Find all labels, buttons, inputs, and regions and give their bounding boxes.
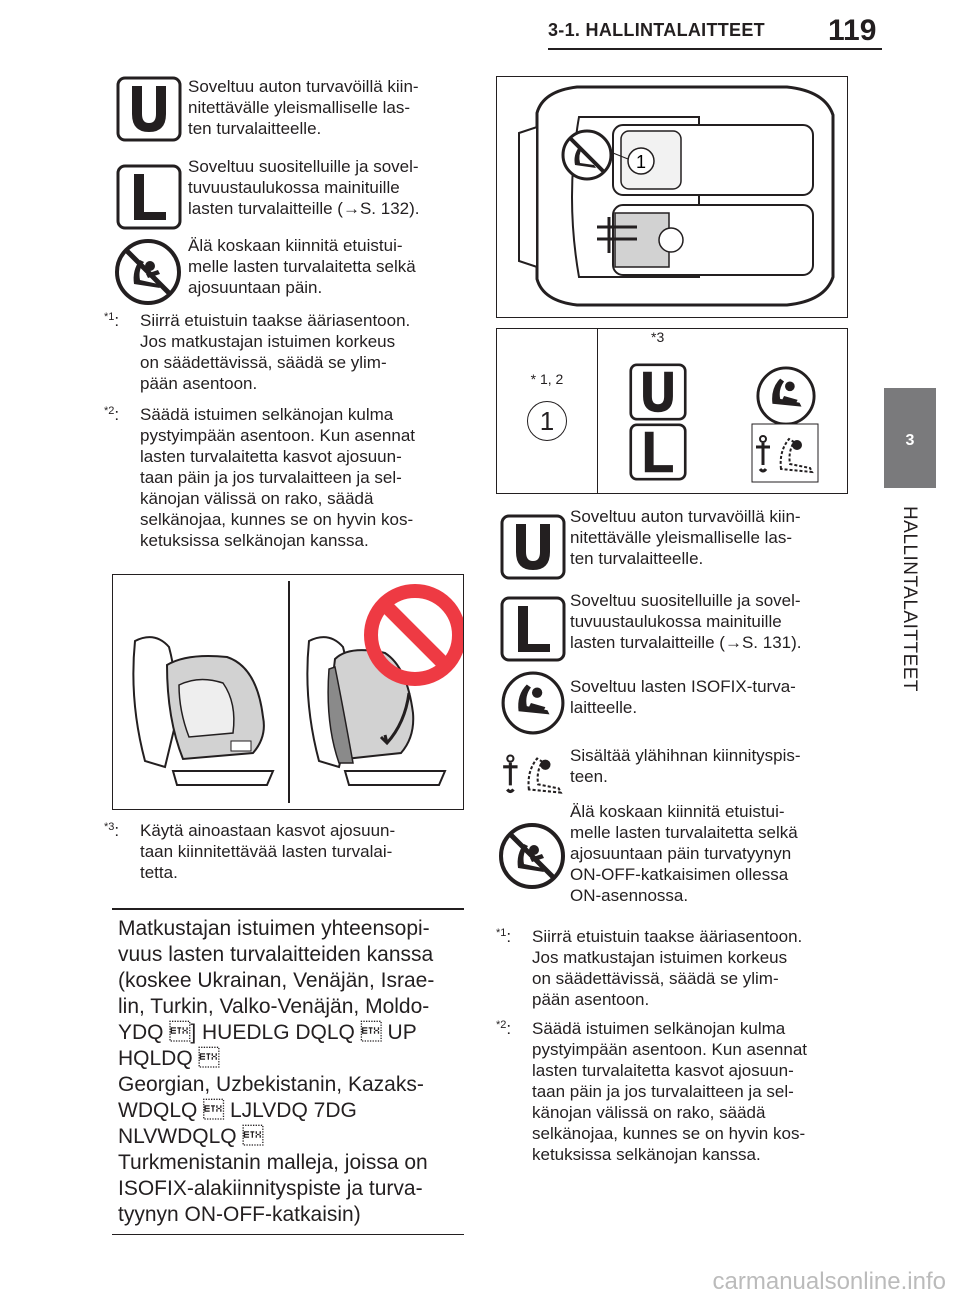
car-diagram [496, 76, 848, 318]
no-rear-facing-icon [114, 238, 182, 306]
footnote-marker: *3 [104, 821, 115, 833]
footnote-text: Käytä ainoastaan kasvot ajosuun- taan kiinnitettävää lasten turvalai- tetta. [140, 821, 396, 882]
compatibility-heading: Matkustajan istuimen yhteensopi- vuus lasten turvalaitteiden kanssa (koskee Ukrainan, Venäjän, Israe- lin, Turkin, Valko-Venäjän, Moldo- YDQ ] HUEDLG DQLQ  UP HQLDQ  Georgian, Uzbekistanin, Kazaks- WDQLQ  LJLVDQ 7DG NLVWDQLQ  Turkmenistanin malleja, joissa on ISOFIX-alakiinnityspiste ja turva- tyynyn ON-OFF-katkaisin) [118, 917, 435, 1226]
universal-u-icon [500, 514, 566, 580]
universal-description: Soveltuu auton turvavöillä kiin- nitettävälle yleismalliselle las- ten turvalaitteelle. [188, 77, 419, 138]
footnote-text: Siirrä etuistuin taakse ääriasentoon. Jos matkustajan istuimen korkeus on säädettävissä, säädä se ylim- pään asentoon. [532, 927, 803, 1009]
position-table [496, 328, 848, 494]
semi-universal-l-icon [629, 423, 687, 481]
footnote-3: $^{*3}$: Käytä ainoastaan kasvot ajosuun- taan kiinnitettävää lasten turvalai- tetta. [104, 820, 464, 883]
footnote-text: Säädä istuimen selkänojan kulma pystyimpään asentoon. Kun asennat lasten turvalaitetta kasvot ajosuun- taan päin ja jos turvalaitteen ja sel- känojan välissä on rako, säädä selkänojaa, kunnes se on hyvin kos- ketuksissa selkänojan kanssa. [532, 1019, 808, 1164]
footnote-text: Säädä istuimen selkänojan kulma pystyimpään asentoon. Kun asennat lasten turvalaitetta kasvot ajosuun- taan päin ja jos turvalaitteen ja sel- känojan välissä on rako, säädä selkänojaa, kunnes se on hyvin kos- ketuksissa selkänojan kanssa. [140, 405, 416, 550]
chapter-label: HALLINTALAITTEET [899, 505, 920, 693]
isofix-description: Soveltuu lasten ISOFIX-turva- laitteelle. [570, 677, 796, 717]
universal-u-icon [116, 76, 182, 142]
footnote-marker: *2 [496, 1019, 507, 1031]
footnote-1: $^{*1}$: Siirrä etuistuin taakse ääriasentoon. Jos matkustajan istuimen korkeus on säädettävissä, säädä se ylim- pään asentoon. [496, 926, 856, 1010]
page-number: 119 [828, 14, 877, 47]
footnote-text: Siirrä etuistuin taakse ääriasentoon. Jos matkustajan istuimen korkeus on säädettävissä, säädä se ylim- pään asentoon. [140, 311, 411, 393]
footnote-2: $^{*2}$: Säädä istuimen selkänojan kulma pystyimpään asentoon. Kun asennat lasten turvalaitetta kasvot ajosuun- taan päin ja jos turvalaitteen ja sel- känojan välissä on rako, säädä selkänojaa, kunnes se on hyvin kos- ketuksissa selkänojan kanssa. [104, 404, 464, 551]
compatibility-box [112, 908, 464, 1235]
table-col1-label: * 1, 2 [530, 371, 564, 387]
universal-description: Soveltuu auton turvavöillä kiin- nitettävälle yleismalliselle las- ten turvalaitteelle. [570, 507, 801, 568]
footnote-1: $^{*1}$: Siirrä etuistuin taakse ääriasentoon. Jos matkustajan istuimen korkeus on säädettävissä, säädä se ylim- pään asentoon. [104, 310, 464, 394]
no-rear-facing-description: Älä koskaan kiinnitä etuistui- melle lasten turvalaitetta selkä ajosuuntaan päin turvatyynyn ON-OFF-katkaisimen ollessa ON-asennossa. [570, 802, 798, 905]
position-number: 1 [635, 152, 647, 172]
top-tether-description: Sisältää ylähihnan kiinnityspis- teen. [570, 746, 801, 786]
universal-u-icon [629, 363, 687, 421]
semi-universal-description: Soveltuu suositelluille ja sovel- tuvuustaulukossa mainituille lasten turvalaitteille (→S. 131). [570, 591, 802, 652]
watermark: carmanualsonline.info [712, 1268, 946, 1295]
semi-universal-l-icon [116, 164, 182, 230]
semi-universal-description: Soveltuu suositelluille ja sovel- tuvuustaulukossa mainituille lasten turvalaitteille (→S. 132). [188, 157, 420, 218]
no-rear-facing-icon [498, 822, 566, 890]
seat-illustration [112, 574, 464, 810]
isofix-icon [755, 365, 817, 427]
section-title: 3-1. HALLINTALAITTEET [548, 20, 765, 40]
semi-universal-l-icon [500, 596, 566, 662]
chapter-tab [884, 388, 936, 488]
isofix-icon [500, 670, 566, 736]
header-rule [548, 48, 882, 50]
chapter-label-container [896, 496, 924, 706]
chapter-number: 3 [905, 432, 915, 449]
footnote-2: $^{*2}$: Säädä istuimen selkänojan kulma pystyimpään asentoon. Kun asennat lasten turvalaitetta kasvot ajosuun- taan päin ja jos turvalaitteen ja sel- känojan välissä on rako, säädä selkänojaa, kunnes se on hyvin kos- ketuksissa selkänojan kanssa. [496, 1018, 856, 1165]
box-bottom-rule [112, 1234, 464, 1235]
top-tether-icon [751, 423, 819, 483]
footnote-marker: *2 [104, 405, 115, 417]
top-tether-icon [498, 742, 568, 804]
table-col2-label: *3 [651, 329, 665, 345]
table-divider [597, 329, 598, 493]
no-rear-facing-description: Älä koskaan kiinnitä etuistui- melle lasten turvalaitetta selkä ajosuuntaan päin. [188, 236, 416, 297]
footnote-marker: *1 [496, 927, 507, 939]
car-drawing [497, 77, 847, 317]
footnote-marker: *1 [104, 311, 115, 323]
seat-drawing [113, 575, 463, 809]
table-col1-value: 1 [527, 401, 567, 441]
